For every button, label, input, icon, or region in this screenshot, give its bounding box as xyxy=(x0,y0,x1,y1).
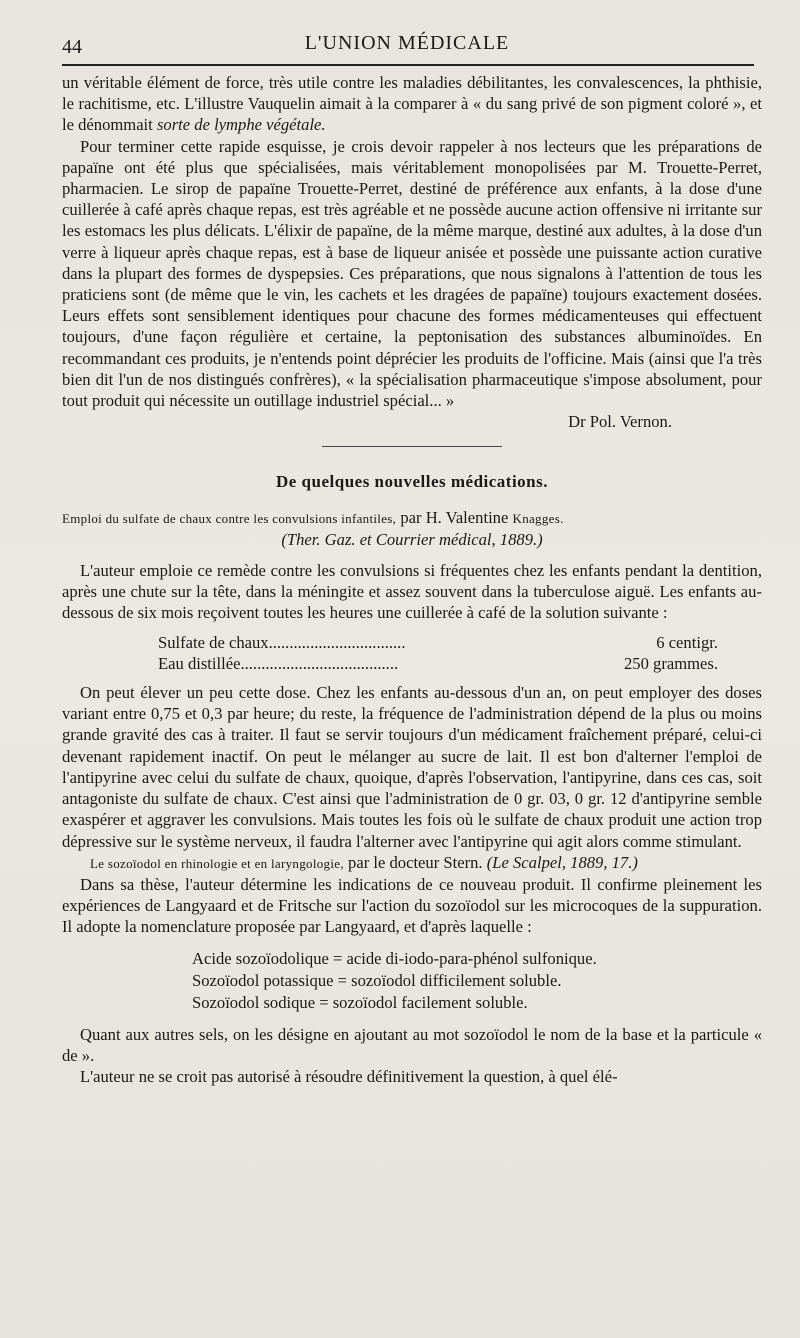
header-rule xyxy=(62,64,754,66)
paragraph: L'auteur emploie ce remède contre les convulsions si fréquentes chez les enfants pendant la dentition, après une chute sur la tête, dans la méningite et assez souvent dans la tuberculose aiguë. Les enfants au-dessous de six mois reçoivent toutes les heures une cuillerée à café de la solution suivante : xyxy=(62,561,762,623)
article-heading: Le sozoïodol en rhinologie et en laryngologie, par le docteur Stern. (Le Scalpel, 1889, 17.) xyxy=(90,852,638,872)
body-text xyxy=(62,72,762,1087)
nomenclature-line: Sozoïodol potassique = sozoïodol difficilement soluble. xyxy=(192,970,562,990)
paragraph: On peut élever un peu cette dose. Chez les enfants au-dessous d'un an, on peut employer des doses variant entre 0,75 et 0,3 par heure; du reste, la fréquence de l'administration dépend de la plus ou moins grande gravité des cas à traiter. Il faut se servir toujours d'un médicament fraîchement préparé, celui-ci devenant rapidement inactif. On peut le mélanger au sucre de lait. Il est bon d'alterner l'emploi de l'antipyrine avec celui du sulfate de chaux, quoique, d'après l'observation, l'antipyrine, dans ces cas, soit antagoniste du sulfate de chaux. C'est ainsi que l'administration de 0 gr. 03, 0 gr. 12 d'antipyrine semble exaspérer et aggraver les convulsions. Mais toutes les fois où le sulfate de chaux produit une action trop dépressive sur le système nerveux, il faudra l'alterner avec l'antipyrine qui agit alors comme stimulant. xyxy=(62,683,762,851)
nomenclature-line: Sozoïodol sodique = sozoïodol facilement soluble. xyxy=(192,992,528,1012)
article-source: (Ther. Gaz. et Courrier médical, 1889.) xyxy=(281,529,543,549)
signature: Dr Pol. Vernon. xyxy=(568,412,672,432)
journal-title: L'UNION MÉDICALE xyxy=(304,32,510,54)
section-title: De quelques nouvelles médications. xyxy=(275,472,549,492)
paragraph: Quant aux autres sels, on les désigne en ajoutant au mot sozoïodol le nom de la base et la particule « de ». xyxy=(62,1024,762,1065)
formula-line: Sulfate de chaux................................. 6 centigr. xyxy=(158,632,718,652)
formula-line: Eau distillée...................................... 250 grammes. xyxy=(158,653,718,673)
paragraph: Dans sa thèse, l'auteur détermine les indications de ce nouveau produit. Il confirme pleinement les expériences de Langyaard et de Fritsche sur l'action du sozoïodol sur les microcoques de la suppuration. Il adopte la nomenclature proposée par Langyaard, et d'après laquelle : xyxy=(62,874,762,937)
page-number: 44 xyxy=(62,36,82,58)
paragraph: L'auteur ne se croit pas autorisé à résoudre définitivement la question, à quel élé- xyxy=(80,1066,618,1086)
paragraph: Pour terminer cette rapide esquisse, je crois devoir rappeler à nos lecteurs que les préparations de papaïne ont été plus que spécialisées, mais véritablement monopolisées par M. Trouette-Perret, pharmacien. Le sirop de papaïne Trouette-Perret, destiné de préférence aux enfants, à la dose d'une cuillerée à café après chaque repas, est très agréable et ne possède aucune action offensive ni irritante sur les estomacs les plus délicats. L'élixir de papaïne, de la même marque, destiné aux adultes, à la dose d'un verre à liqueur après chaque repas, est à base de liqueur anisée et possède une puissante action curative dans la plupart des formes de dyspepsies. Ces préparations, que nous signalons à l'attention de tous les praticiens sont (de même que le vin, les cachets et les dragées de papaïne) toujours exactement dosées. Leurs effets sont sensiblement identiques pour chacune des formes médicamenteuses qui effectuent toujours, d'une façon régulière et certaine, la peptonisation des substances albuminoïdes. En recommandant ces produits, je n'entends point déprécier les produits de l'officine. Mais (ainsi que l'a très bien dit l'un de nos distingués confrères), « la spécialisation pharmaceutique s'impose absolument, pour tout produit qui nécessite un outillage industriel spécial... » xyxy=(62,136,762,411)
nomenclature-line: Acide sozoïodolique = acide di-iodo-para-phénol sulfonique. xyxy=(192,948,597,968)
nomenclature-list xyxy=(192,948,762,1014)
article-heading: Emploi du sulfate de chaux contre les convulsions infantiles, par H. Valentine Knagges. xyxy=(62,507,564,527)
formula-list xyxy=(158,632,762,674)
separator-rule xyxy=(322,446,502,447)
page-header xyxy=(62,26,752,60)
paragraph: un véritable élément de force, très utile contre les maladies débilitantes, les convalescences, la phthisie, le rachitisme, etc. L'illustre Vauquelin aimait à la comparer à « du sang privé de son pigment coloré », et le dénommait sorte de lymphe végétale. xyxy=(62,73,762,135)
